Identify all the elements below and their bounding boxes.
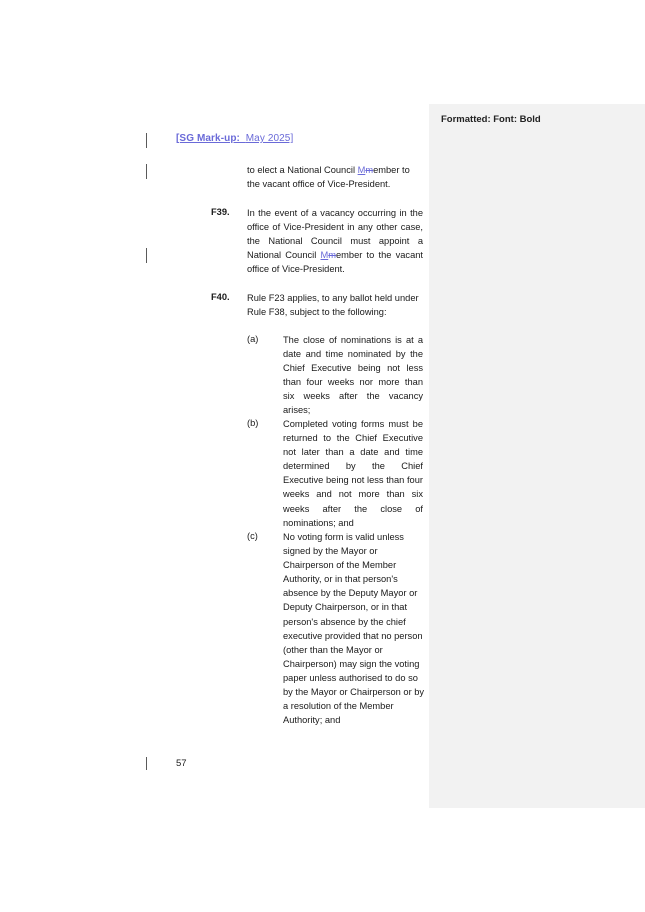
intro-text-post: ember to xyxy=(373,165,410,175)
intro-paragraph xyxy=(247,163,427,191)
subitem-text-b: Completed voting forms must be returned to the Chief Executive not later than a date and time determined by the Chief Executive being not less than four weeks and not more than six weeks after the close of nominations; and xyxy=(283,419,423,528)
comment-title: Formatted: Font: Bold xyxy=(441,114,541,125)
change-bar-header xyxy=(146,133,147,148)
rule-text-f40: Rule F23 applies, to any ballot held under Rule F38, subject to the following: xyxy=(247,293,419,318)
f39-deletion: m xyxy=(328,250,336,261)
comment-pane xyxy=(429,104,645,808)
intro-text-pre: to elect a National Council xyxy=(247,165,358,175)
change-bar-footer xyxy=(146,757,147,770)
page-header xyxy=(176,133,293,144)
subitem-text-c: No voting form is valid unless signed by the Mayor or Chairperson of the Member Authority, or in that person's absence by the Deputy Mayor or Deputy Chairperson, or in that person's absence by the chief executive provided that no person (other than the Mayor or Chairperson) may sign the voting paper unless authorised to do so by the Mayor or Chairperson or by a resolution of the Member Authority; and xyxy=(283,532,425,726)
rule-number-f39: F39. xyxy=(211,207,230,217)
intro-insertion: M xyxy=(357,165,366,175)
change-bar-intro xyxy=(146,164,147,179)
page-number: 57 xyxy=(176,758,187,769)
subitem-label-a: (a) xyxy=(247,334,259,344)
f39-insertion: M xyxy=(320,250,329,261)
header-tag: [SG Mark-up: xyxy=(176,133,240,144)
intro-text-line2: the vacant office of Vice-President. xyxy=(247,179,391,190)
subitem-label-b: (b) xyxy=(247,418,259,428)
f39-text-post: ember to the vacant office of Vice-President. xyxy=(247,250,423,275)
rule-number-f40: F40. xyxy=(211,292,230,302)
subitem-label-c: (c) xyxy=(247,531,258,541)
intro-deletion: m xyxy=(365,165,374,175)
subitem-text-a: The close of nominations is at a date and time nominated by the Chief Executive being not less than four weeks nor more than six weeks after the vacancy arises; xyxy=(283,335,423,416)
header-date: May 2025] xyxy=(245,133,294,144)
f39-text-pre: In the event of a vacancy occurring in the office of Vice-President in any other case, the National Council must appoint a National Council xyxy=(247,208,423,261)
rule-text-f39 xyxy=(247,206,423,276)
change-bar-f39 xyxy=(146,248,147,263)
